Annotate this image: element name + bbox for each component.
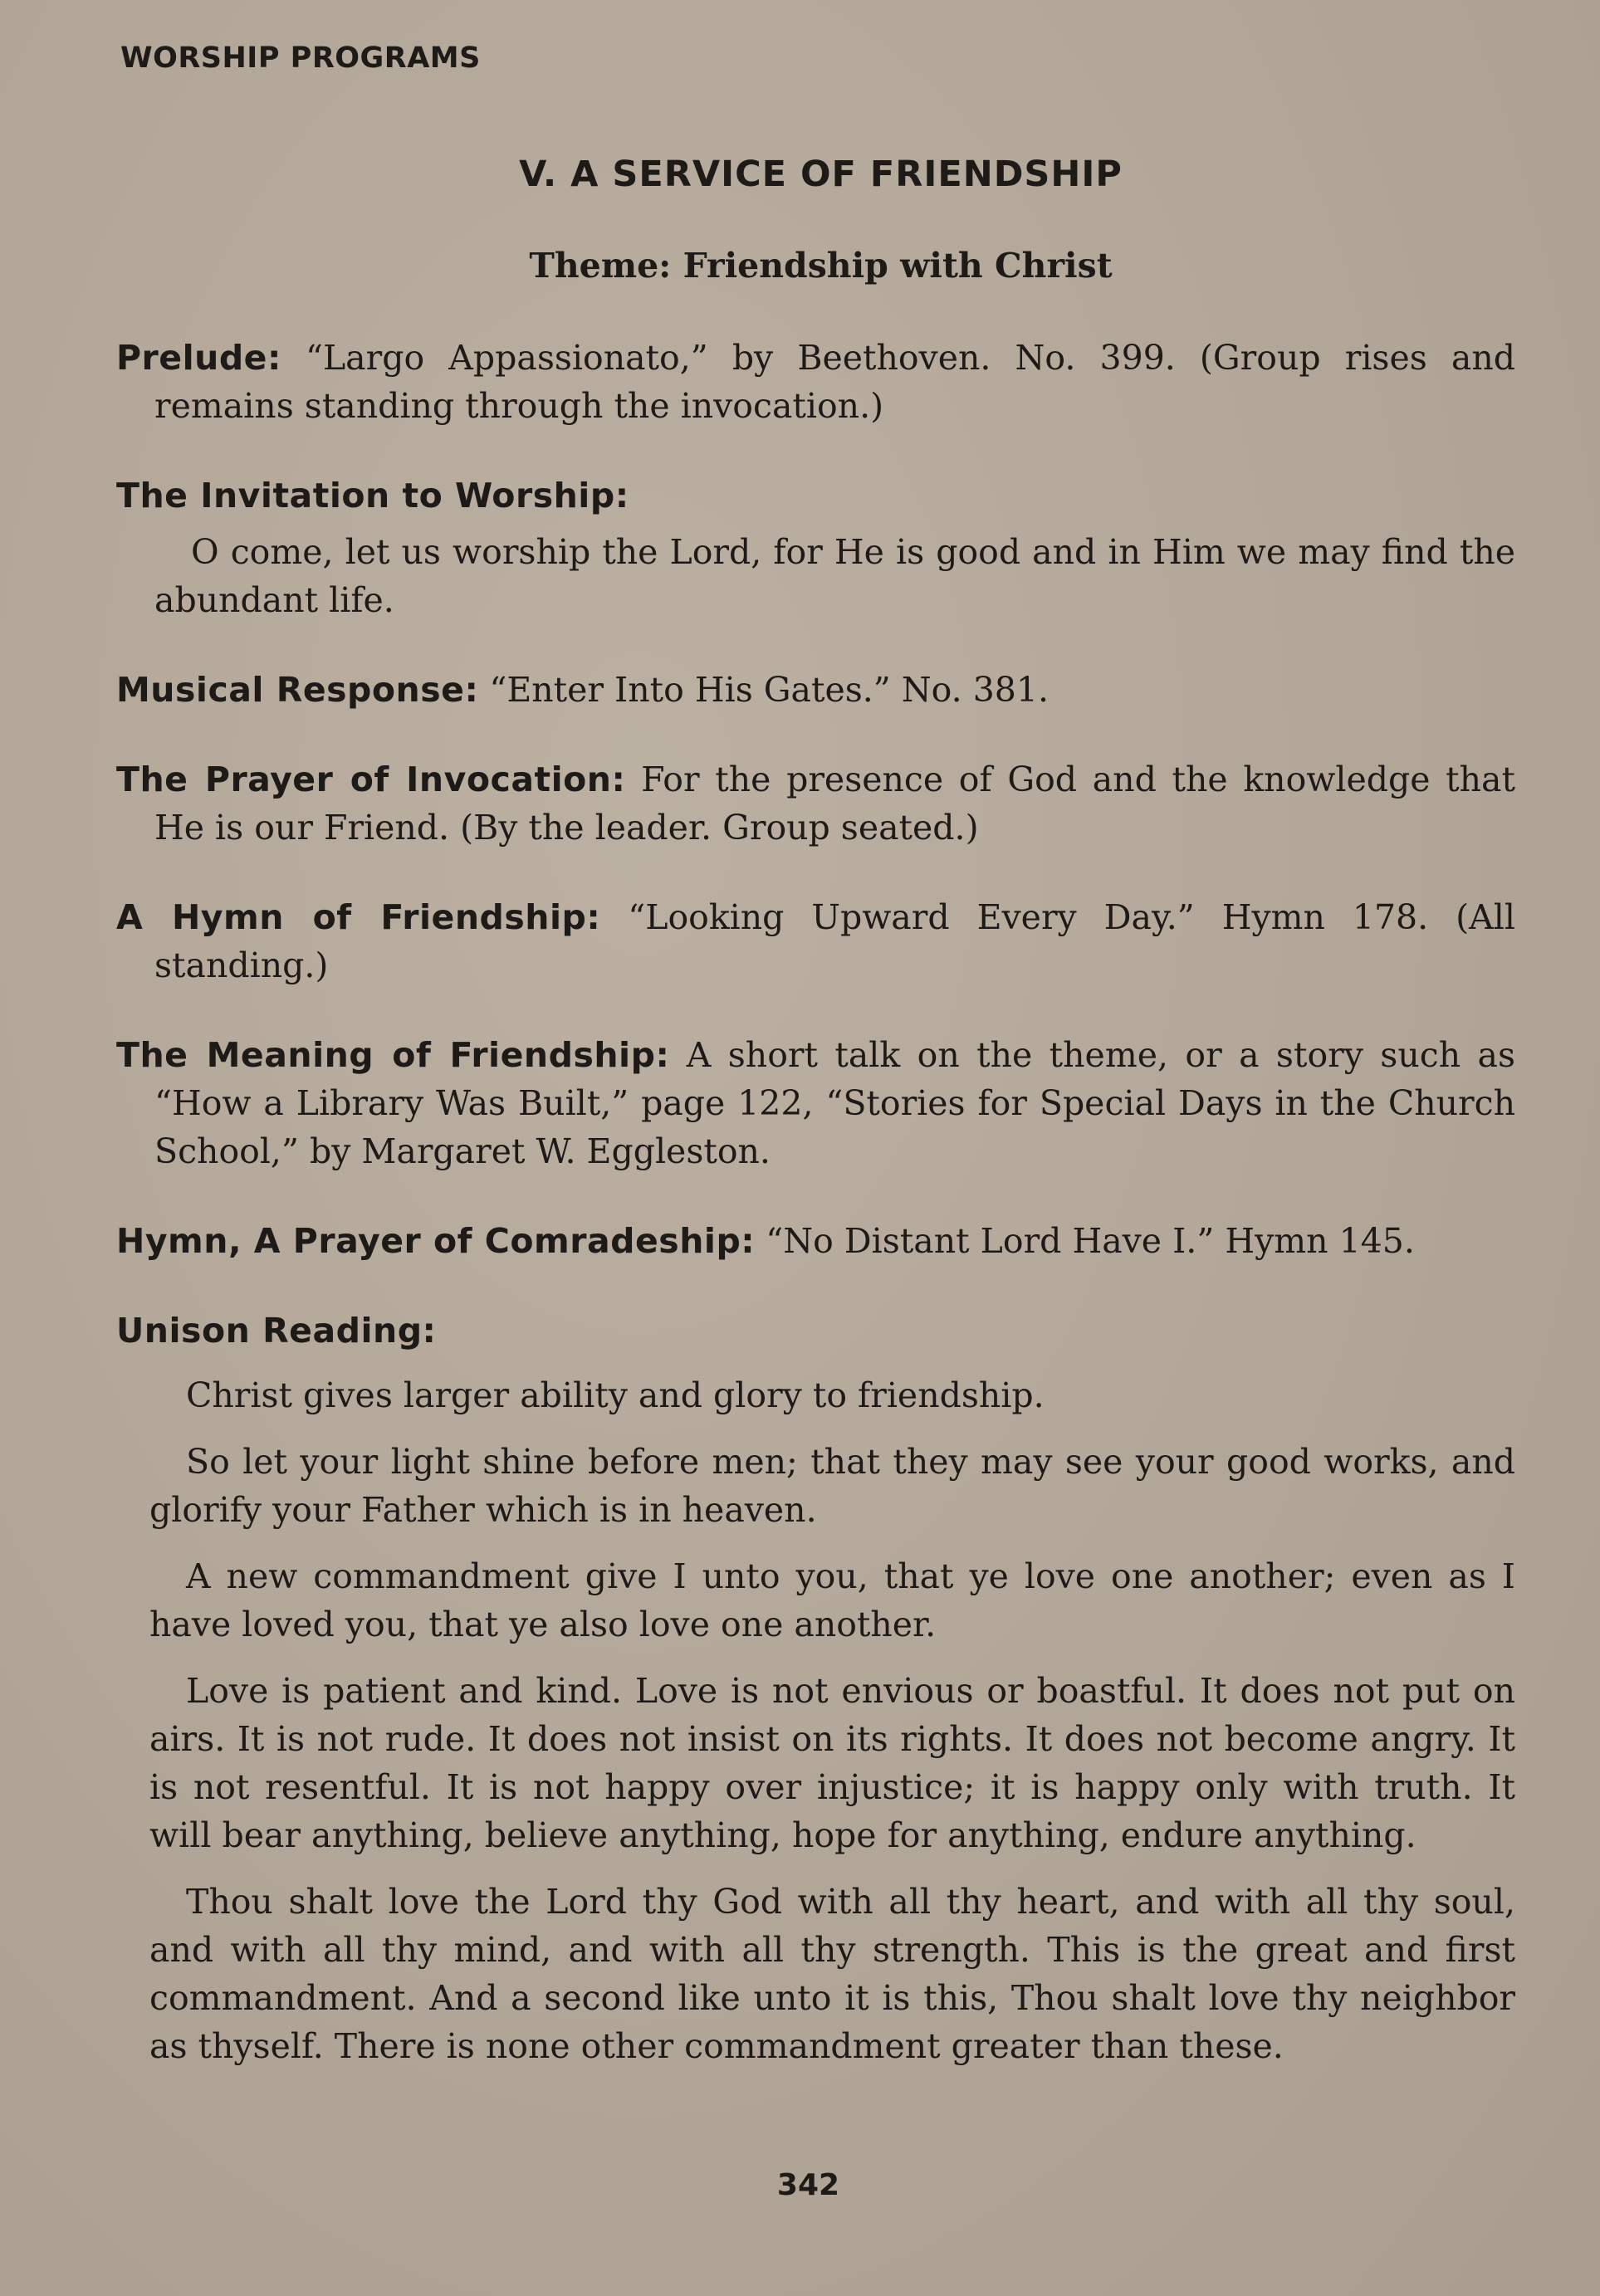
- unison-reading-block: [149, 1371, 1515, 2070]
- unison-reading-item: [116, 1307, 1515, 1355]
- service-theme: Theme: Friendship with Christ: [529, 246, 1113, 286]
- musical-response-text: “Enter Into His Gates.” No. 381.: [489, 670, 1049, 710]
- invitation-text: O come, let us worship the Lord, for He is good and in Him we may find the abundant life.: [154, 532, 1515, 620]
- invitation-item: [116, 471, 1515, 520]
- reading-paragraph: Thou shalt love the Lord thy God with all thy heart, and with all thy soul, and with all thy mind, and with all thy strength. This is the great and first commandment. And a second like unto it is this, Thou shalt love thy neighbor as thyself. There is none other commandment greater than these.: [149, 1882, 1515, 2066]
- meaning-friendship-label: The Meaning of Friendship:: [116, 1035, 670, 1075]
- unison-reading-label: Unison Reading:: [116, 1311, 437, 1351]
- reading-paragraph: So let your light shine before men; that they may see your good works, and glorify your Father which is in heaven.: [149, 1442, 1515, 1530]
- running-head: WORSHIP PROGRAMS: [120, 42, 481, 75]
- hymn-friendship-text: “Looking Upward Every Day.” Hymn 178. (All standing.): [154, 897, 1515, 985]
- hymn-comradeship-text: “No Distant Lord Have I.” Hymn 145.: [766, 1221, 1415, 1261]
- page-number: 342: [776, 2168, 840, 2202]
- hymn-friendship-label: A Hymn of Friendship:: [116, 897, 601, 937]
- prayer-invocation-item: [116, 755, 1515, 852]
- musical-response-label: Musical Response:: [116, 670, 479, 710]
- prayer-invocation-text: For the presence of God and the knowledge that He is our Friend. (By the leader. Group seated.): [154, 760, 1515, 848]
- musical-response-item: [116, 666, 1515, 714]
- hymn-comradeship-label: Hymn, A Prayer of Comradeship:: [116, 1221, 756, 1261]
- meaning-friendship-item: [116, 1031, 1515, 1175]
- prayer-invocation-label: The Prayer of Invocation:: [116, 760, 626, 799]
- reading-paragraph: Love is patient and kind. Love is not envious or boastful. It does not put on airs. It is not rude. It does not insist on its rights. It does not become angry. It is not resentful. It is not happy over injustice; it is happy only with truth. It will bear anything, believe anything, hope for anything, endure anything.: [149, 1671, 1515, 1855]
- meaning-friendship-text: A short talk on the theme, or a story such as “How a Library Was Built,” page 122, “Stories for Special Days in the Church School,” by Margaret W. Eggleston.: [154, 1035, 1515, 1171]
- prelude-text: “Largo Appassionato,” by Beethoven. No. 399. (Group rises and remains standing through the invocation.): [154, 338, 1515, 426]
- service-title: V. A SERVICE OF FRIENDSHIP: [519, 154, 1123, 195]
- invitation-label: The Invitation to Worship:: [116, 476, 629, 515]
- order-of-service: [116, 334, 1515, 2088]
- prelude-label: Prelude:: [116, 338, 281, 378]
- reading-paragraph: A new commandment give I unto you, that ye love one another; even as I have loved you, that ye also love one another.: [149, 1556, 1515, 1644]
- hymn-friendship-item: [116, 893, 1515, 989]
- hymn-comradeship-item: [116, 1217, 1515, 1265]
- reading-paragraph: Christ gives larger ability and glory to friendship.: [186, 1375, 1045, 1415]
- prelude-item: [116, 334, 1515, 430]
